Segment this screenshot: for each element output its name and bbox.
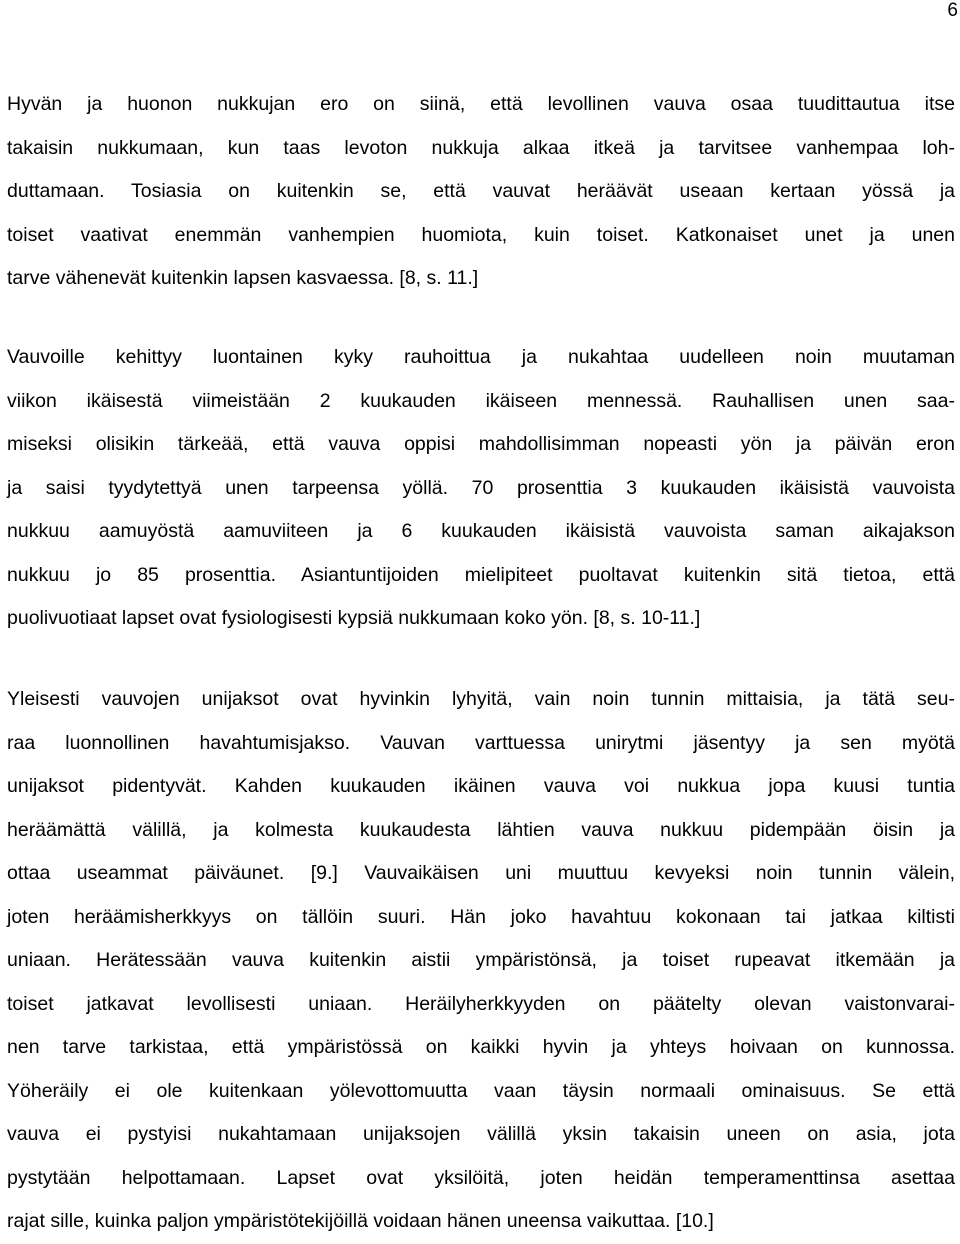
text-line: rajat sille, kuinka paljon ympäristötekijöillä voidaan hänen uneensa vaikuttaa. [10.]	[7, 1210, 714, 1232]
text-line: toiset vaativat enemmän vanhempien huomiota, kuin toiset. Katkonaiset unet ja unen	[7, 223, 955, 246]
text-line: pystytään helpottamaan. Lapset ovat yksilöitä, joten heidän temperamenttinsa asettaa	[7, 1166, 955, 1189]
text-line: uniaan. Herätessään vauva kuitenkin aistii ympäristönsä, ja toiset rupeavat itkemään ja	[7, 949, 955, 971]
text-line: takaisin nukkumaan, kun taas levoton nukkuja alkaa itkeä ja tarvitsee vanhempaa loh-	[7, 136, 955, 159]
text-line: joten heräämisherkkyys on tällöin suuri. Hän joko havahtuu kokonaan tai jatkaa kiltisti	[7, 905, 955, 928]
paragraph	[7, 678, 955, 1244]
paragraph	[7, 336, 955, 641]
text-line: ottaa useammat päiväunet. [9.] Vauvaikäisen uni muuttuu kevyeksi noin tunnin välein,	[7, 862, 955, 884]
text-line: viikon ikäisestä viimeistään 2 kuukauden ikäiseen mennessä. Rauhallisen unen saa-	[7, 389, 955, 412]
text-line: nukkuu jo 85 prosenttia. Asiantuntijoiden mielipiteet puoltavat kuitenkin sitä tietoa, että	[7, 563, 955, 586]
text-line: Yöheräily ei ole kuitenkaan yölevottomuutta vaan täysin normaali ominaisuus. Se että	[7, 1079, 955, 1102]
text-line: puolivuotiaat lapset ovat fysiologisesti kypsiä nukkumaan koko yön. [8, s. 10-11.]	[7, 607, 701, 629]
text-line: tarve vähenevät kuitenkin lapsen kasvaessa. [8, s. 11.]	[7, 267, 479, 289]
text-line: Hyvän ja huonon nukkujan ero on siinä, että levollinen vauva osaa tuudittautua itse	[7, 93, 955, 115]
text-line: toiset jatkavat levollisesti uniaan. Heräilyherkkyyden on päätelty olevan vaistonvarai-	[7, 992, 955, 1015]
text-line: unijaksot pidentyvät. Kahden kuukauden ikäinen vauva voi nukkua jopa kuusi tuntia	[7, 775, 955, 797]
paragraph	[7, 83, 955, 301]
text-line: Yleisesti vauvojen unijaksot ovat hyvinkin lyhyitä, vain noin tunnin mittaisia, ja tätä seu-	[7, 688, 955, 710]
text-line: Vauvoille kehittyy luontainen kyky rauhoittua ja nukahtaa uudelleen noin muutaman	[7, 346, 955, 368]
text-line: ja saisi tyydytettyä unen tarpeensa yöllä. 70 prosenttia 3 kuukauden ikäisistä vauvoista	[7, 476, 955, 499]
text-line: raa luonnollinen havahtumisjakso. Vauvan varttuessa unirytmi jäsentyy ja sen myötä	[7, 731, 955, 754]
text-line: heräämättä välillä, ja kolmesta kuukaudesta lähtien vauva nukkuu pidempään öisin ja	[7, 818, 955, 841]
text-line: nen tarve tarkistaa, että ympäristössä on kaikki hyvin ja yhteys hoivaan on kunnossa.	[7, 1036, 955, 1058]
text-line: miseksi olisikin tärkeää, että vauva oppisi mahdollisimman nopeasti yön ja päivän eron	[7, 433, 955, 455]
text-line: duttamaan. Tosiasia on kuitenkin se, että vauvat heräävät useaan kertaan yössä ja	[7, 180, 955, 202]
text-line: nukkuu aamuyöstä aamuviiteen ja 6 kuukauden ikäisistä vauvoista saman aikajakson	[7, 520, 955, 542]
page-number: 6	[947, 0, 958, 21]
text-line: vauva ei pystyisi nukahtamaan unijaksojen välillä yksin takaisin uneen on asia, jota	[7, 1123, 955, 1145]
